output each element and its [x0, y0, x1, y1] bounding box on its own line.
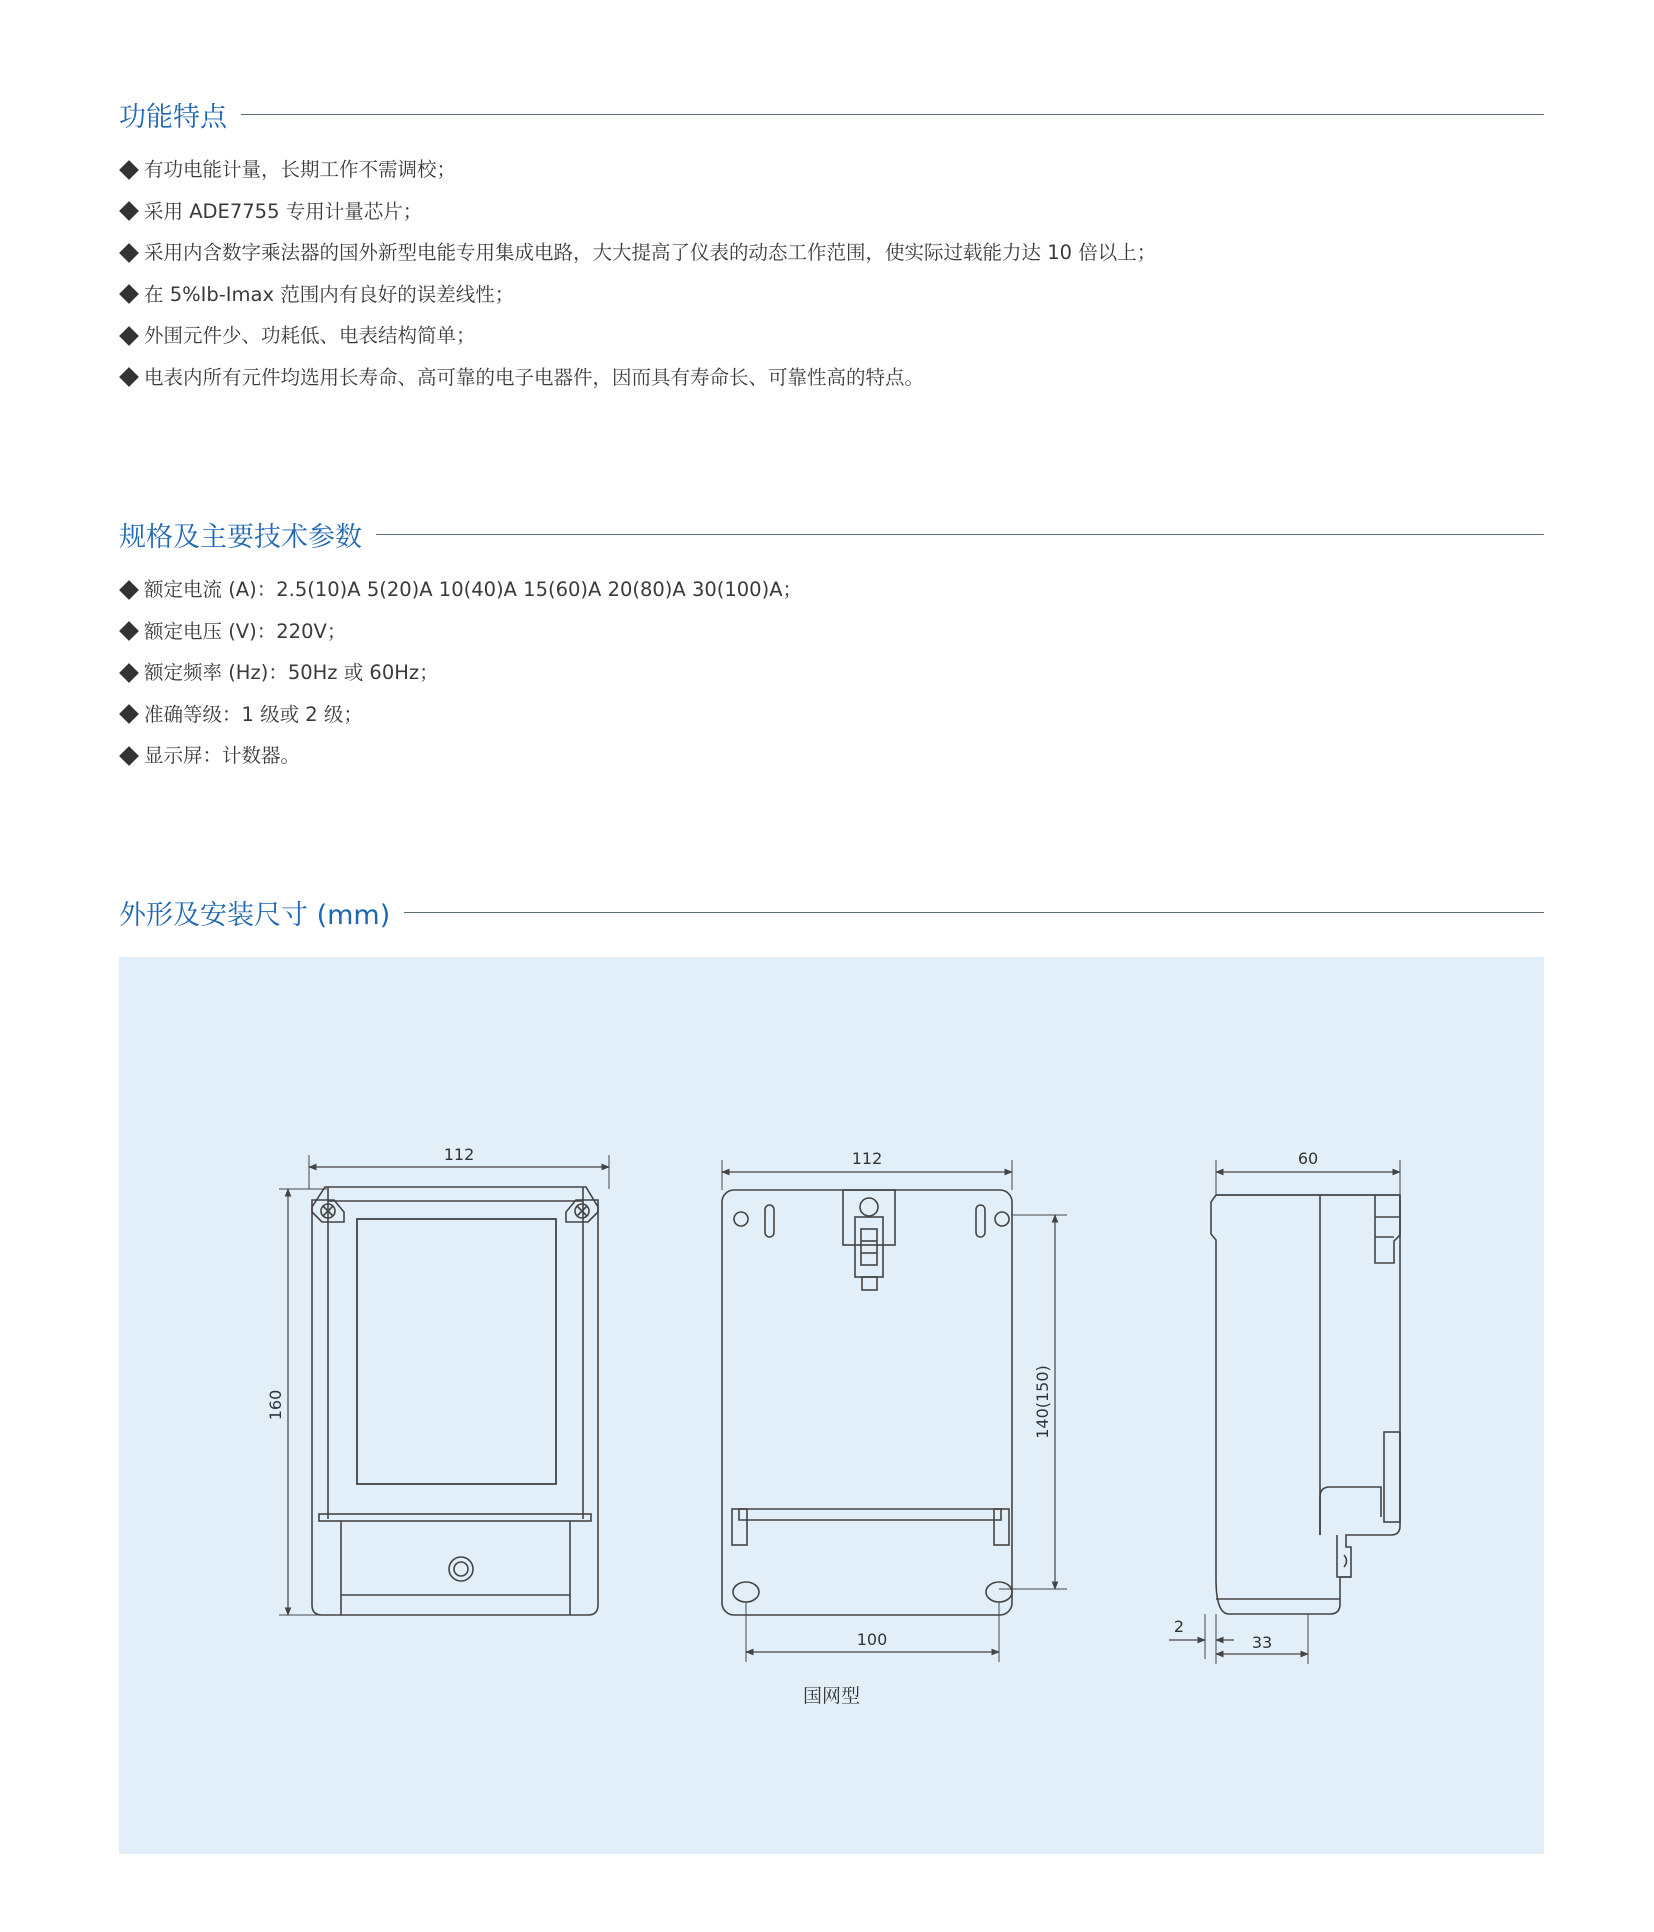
bullet-diamond-icon	[119, 243, 139, 263]
features-item	[119, 191, 1156, 233]
specs-item-text: 额定频率 (Hz)：50Hz 或 60Hz；	[144, 661, 439, 684]
bullet-diamond-icon	[119, 367, 139, 387]
bullet-diamond-icon	[119, 284, 139, 304]
features-item	[119, 232, 1156, 274]
bullet-diamond-icon	[119, 580, 139, 600]
specs-list	[119, 569, 802, 777]
features-item-text: 有功电能计量，长期工作不需调校；	[144, 158, 457, 181]
side-view	[1169, 1160, 1400, 1664]
specs-section-header	[119, 514, 1544, 554]
front-width-label: 112	[443, 1145, 475, 1164]
specs-item	[119, 652, 802, 694]
front-view	[279, 1155, 609, 1615]
specs-title: 规格及主要技术参数	[119, 521, 362, 553]
specs-item	[119, 735, 802, 777]
specs-item	[119, 569, 802, 611]
features-item	[119, 274, 1156, 316]
bullet-diamond-icon	[119, 160, 139, 180]
specs-item-text: 显示屏：计数器。	[144, 744, 301, 767]
dimensions-title: 外形及安装尺寸 (mm)	[119, 899, 391, 931]
back-width-label: 112	[851, 1149, 883, 1168]
back-view	[722, 1160, 1067, 1662]
specs-item-text: 额定电流 (A)：2.5(10)A 5(20)A 10(40)A 15(60)A 20(80)A 30(100)A；	[144, 578, 803, 601]
specs-item	[119, 694, 802, 736]
features-title: 功能特点	[119, 101, 227, 133]
back-mount-height-label: 140(150)	[1033, 1365, 1052, 1439]
features-item	[119, 315, 1156, 357]
dimension-drawing-panel	[119, 957, 1544, 1854]
specs-rule	[376, 534, 1544, 535]
specs-item	[119, 611, 802, 653]
features-item-text: 电表内所有元件均选用长寿命、高可靠的电子电器件，因而具有寿命长、可靠性高的特点。	[144, 365, 925, 389]
bullet-diamond-icon	[119, 326, 139, 346]
bullet-diamond-icon	[119, 201, 139, 221]
features-item-text: 采用 ADE7755 专用计量芯片；	[144, 199, 423, 223]
specs-item-text: 准确等级：1 级或 2 级；	[144, 702, 363, 726]
side-depth-label: 60	[1297, 1149, 1319, 1168]
features-item-text: 采用内含数字乘法器的国外新型电能专用集成电路，大大提高了仪表的动态工作范围，使实际过载能力达 10 倍以上；	[144, 241, 1157, 264]
features-item	[119, 149, 1156, 191]
features-list	[119, 149, 1156, 398]
drawing-caption: 国网型	[802, 1685, 860, 1707]
features-item	[119, 357, 1156, 399]
features-rule	[241, 114, 1544, 115]
features-section-header	[119, 94, 1544, 134]
bullet-diamond-icon	[119, 663, 139, 683]
features-item-text: 在 5%Ib-Imax 范围内有良好的误差线性；	[144, 282, 515, 306]
front-height-label: 160	[266, 1389, 285, 1421]
bullet-diamond-icon	[119, 746, 139, 766]
bullet-diamond-icon	[119, 621, 139, 641]
side-offset-label: 2	[1173, 1617, 1185, 1636]
back-mount-width-label: 100	[856, 1630, 888, 1649]
bullet-diamond-icon	[119, 704, 139, 724]
specs-item-text: 额定电压 (V)：220V；	[144, 619, 347, 643]
dimension-drawing	[119, 957, 1544, 1854]
dimensions-section-header	[119, 892, 1544, 932]
features-item-text: 外围元件少、功耗低、电表结构简单；	[144, 324, 476, 347]
side-base-label: 33	[1251, 1633, 1273, 1652]
dimensions-rule	[404, 912, 1544, 913]
